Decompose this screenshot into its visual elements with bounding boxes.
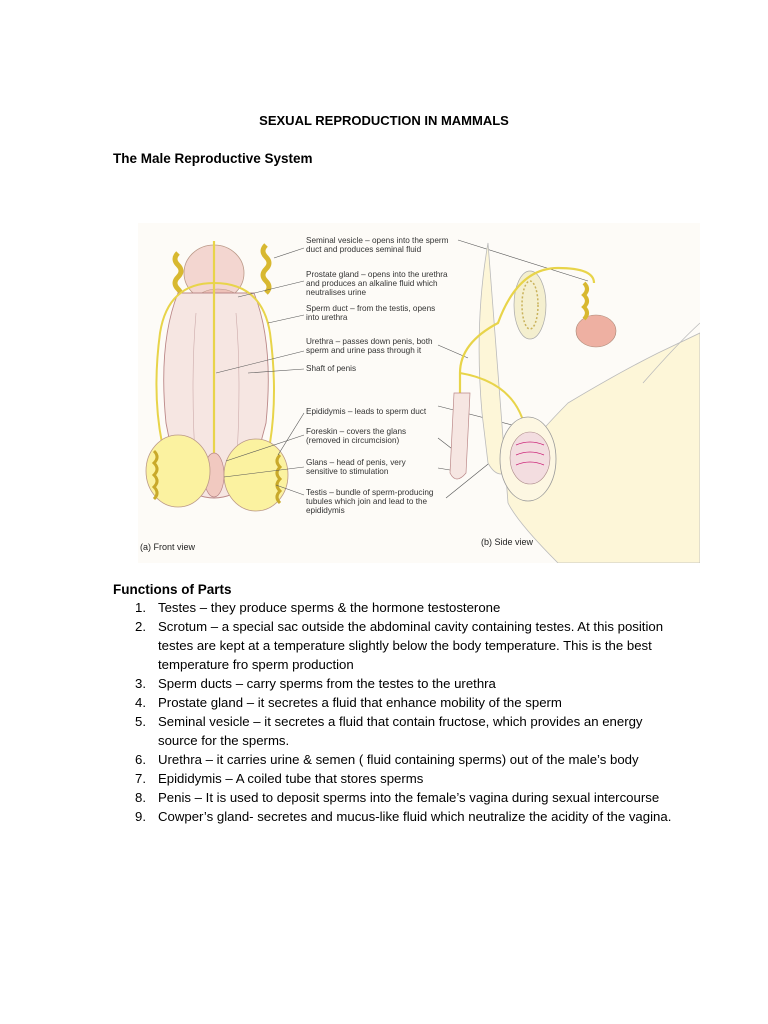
label-urethra: Urethra – passes down penis, both sperm and urine pass through it	[306, 337, 433, 355]
caption-front-view: (a) Front view	[140, 542, 196, 552]
caption-side-view: (b) Side view	[481, 537, 534, 547]
label-testis: Testis – bundle of sperm-producing tubules which join and lead to the epididymis	[306, 488, 434, 515]
label-glans: Glans – head of penis, very sensitive to stimulation	[306, 458, 406, 476]
list-item: 2. Scrotum – a special sac outside the abdominal cavity containing testes. At this position testes are kept at a temperature slightly below the body temperature. This is the best temperature fro sperm production	[135, 619, 664, 672]
functions-list	[113, 598, 673, 826]
list-item: 1. Testes – they produce sperms & the hormone testosterone	[135, 600, 501, 615]
label-shaft-of-penis: Shaft of penis	[306, 364, 357, 373]
side-view-illustration	[450, 243, 700, 563]
label-sperm-duct: Sperm duct – from the testis, opens into urethra	[306, 304, 436, 322]
label-prostate-gland: Prostate gland – opens into the urethra and produces an alkaline fluid which neutralises urine	[306, 270, 448, 297]
reproductive-system-diagram	[138, 223, 700, 563]
list-item: 4. Prostate gland – it secretes a fluid that enhance mobility of the sperm	[135, 695, 562, 710]
list-item: 6. Urethra – it carries urine & semen ( fluid containing sperms) out of the male’s body	[135, 752, 639, 767]
diagram-labels	[306, 236, 449, 515]
page-title: SEXUAL REPRODUCTION IN MAMMALS	[259, 113, 509, 128]
list-item: 7. Epididymis – A coiled tube that stores sperms	[135, 771, 424, 786]
functions-heading: Functions of Parts	[113, 582, 232, 597]
list-item: 9. Cowper’s gland- secretes and mucus-like fluid which neutralize the acidity of the vagina.	[135, 809, 672, 824]
list-item: 8. Penis – It is used to deposit sperms into the female’s vagina during sexual intercourse	[135, 790, 660, 805]
section-subtitle: The Male Reproductive System	[113, 151, 313, 166]
label-epididymis: Epididymis – leads to sperm duct	[306, 407, 427, 416]
label-seminal-vesicle: Seminal vesicle – opens into the sperm duct and produces seminal fluid	[306, 236, 449, 254]
label-foreskin: Foreskin – covers the glans (removed in circumcision)	[306, 427, 407, 445]
front-view-illustration	[146, 241, 288, 511]
list-item: 5. Seminal vesicle – it secretes a fluid that contain fructose, which provides an energy source for the sperms.	[135, 714, 643, 748]
diagram-svg	[138, 223, 700, 563]
list-item: 3. Sperm ducts – carry sperms from the testes to the urethra	[135, 676, 496, 691]
